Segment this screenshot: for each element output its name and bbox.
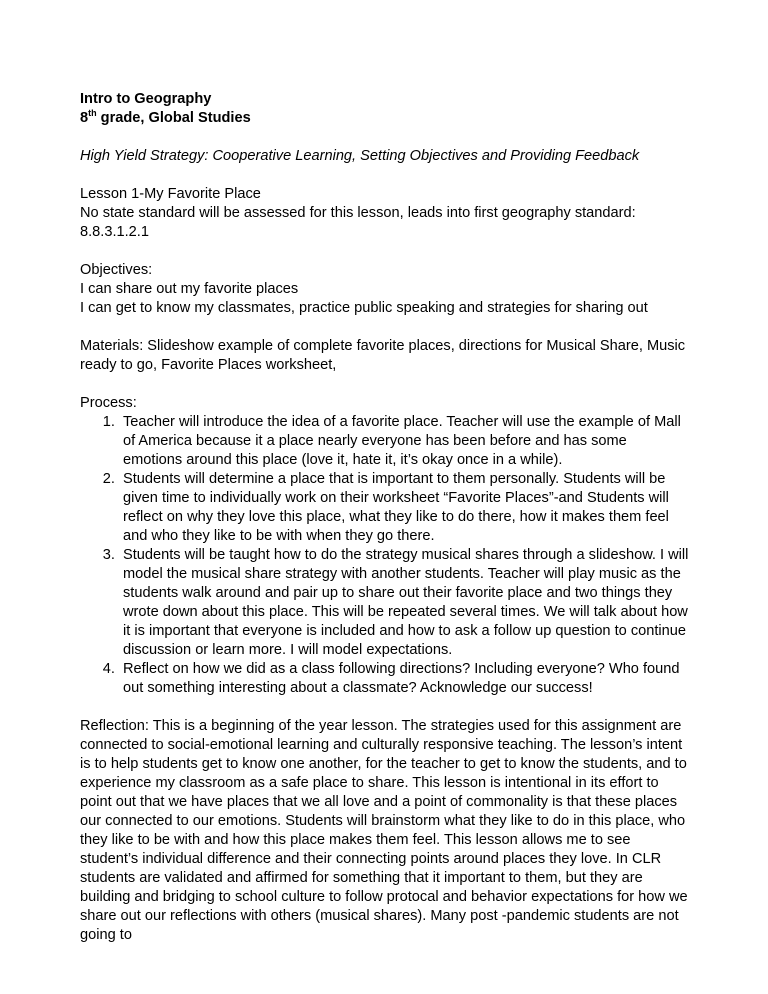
process-step: 2. Students will determine a place that is important to them personally. Students will be given time to individually work on their worksheet “Favorite Places”-and Students will reflect on why they love this place, what they like to do there, how it makes them feel and who they like to be with when they go there.: [119, 470, 690, 546]
objective-item: I can share out my favorite places: [80, 281, 299, 297]
process-step: 3. Students will be taught how to do the strategy musical shares through a slideshow. I will model the musical share strategy with another students. Teacher will play music as the students walk around and pair up to share out their favorite place and two things they wrote down about this place. This will be repeated several times. We will talk about how it is important that everyone is included and how to ask a follow up question to continue discussion or learn more. I will model expectations.: [119, 546, 690, 660]
objectives-heading: Objectives:: [80, 262, 153, 278]
process-list: [80, 413, 690, 698]
reflection-paragraph: Reflection: This is a beginning of the year lesson. The strategies used for this assignment are connected to social-emotional learning and culturally responsive teaching. The lesson’s intent is to help students get to know one another, for the teacher to get to know the students, and to experience my classroom as a safe place to share. This lesson is intentional in its effort to point out that we have places that we all love and a point of commonality is that these places our connected to our emotions. Students will brainstorm what they like to do in this place, who they like to be with and how this place makes them feel. This lesson allows me to see student’s individual difference and their connecting points around places they love. In CLR students are validated and affirmed for something that it important to them, but they are building and bridging to school culture to follow protocal and behavior expectations for how we share out our reflections with others (musical shares). Many post -pandemic students are not going to: [80, 718, 688, 943]
objective-item: I can get to know my classmates, practice public speaking and strategies for sharing out: [80, 300, 648, 316]
materials-paragraph: Materials: Slideshow example of complete favorite places, directions for Musical Share, Music ready to go, Favorite Places worksheet,: [80, 338, 686, 373]
process-heading: Process:: [80, 395, 137, 411]
document-title: Intro to Geography: [80, 91, 212, 107]
standard-note: No state standard will be assessed for this lesson, leads into first geography standard:: [80, 205, 636, 221]
document-body: [80, 90, 690, 945]
lesson-title: Lesson 1-My Favorite Place: [80, 186, 261, 202]
grade-line: 8th grade, Global Studies: [80, 108, 251, 126]
standard-code: 8.8.3.1.2.1: [80, 224, 149, 240]
process-step: 4. Reflect on how we did as a class following directions? Including everyone? Who found out something interesting about a classmate? Acknowledge our success!: [119, 660, 690, 698]
process-step: 1. Teacher will introduce the idea of a favorite place. Teacher will use the example of Mall of America because it a place nearly everyone has been before and has some emotions around this place (love it, hate it, it’s okay once in a while).: [119, 413, 690, 470]
strategy-line: High Yield Strategy: Cooperative Learning, Setting Objectives and Providing Feedback: [80, 148, 640, 164]
